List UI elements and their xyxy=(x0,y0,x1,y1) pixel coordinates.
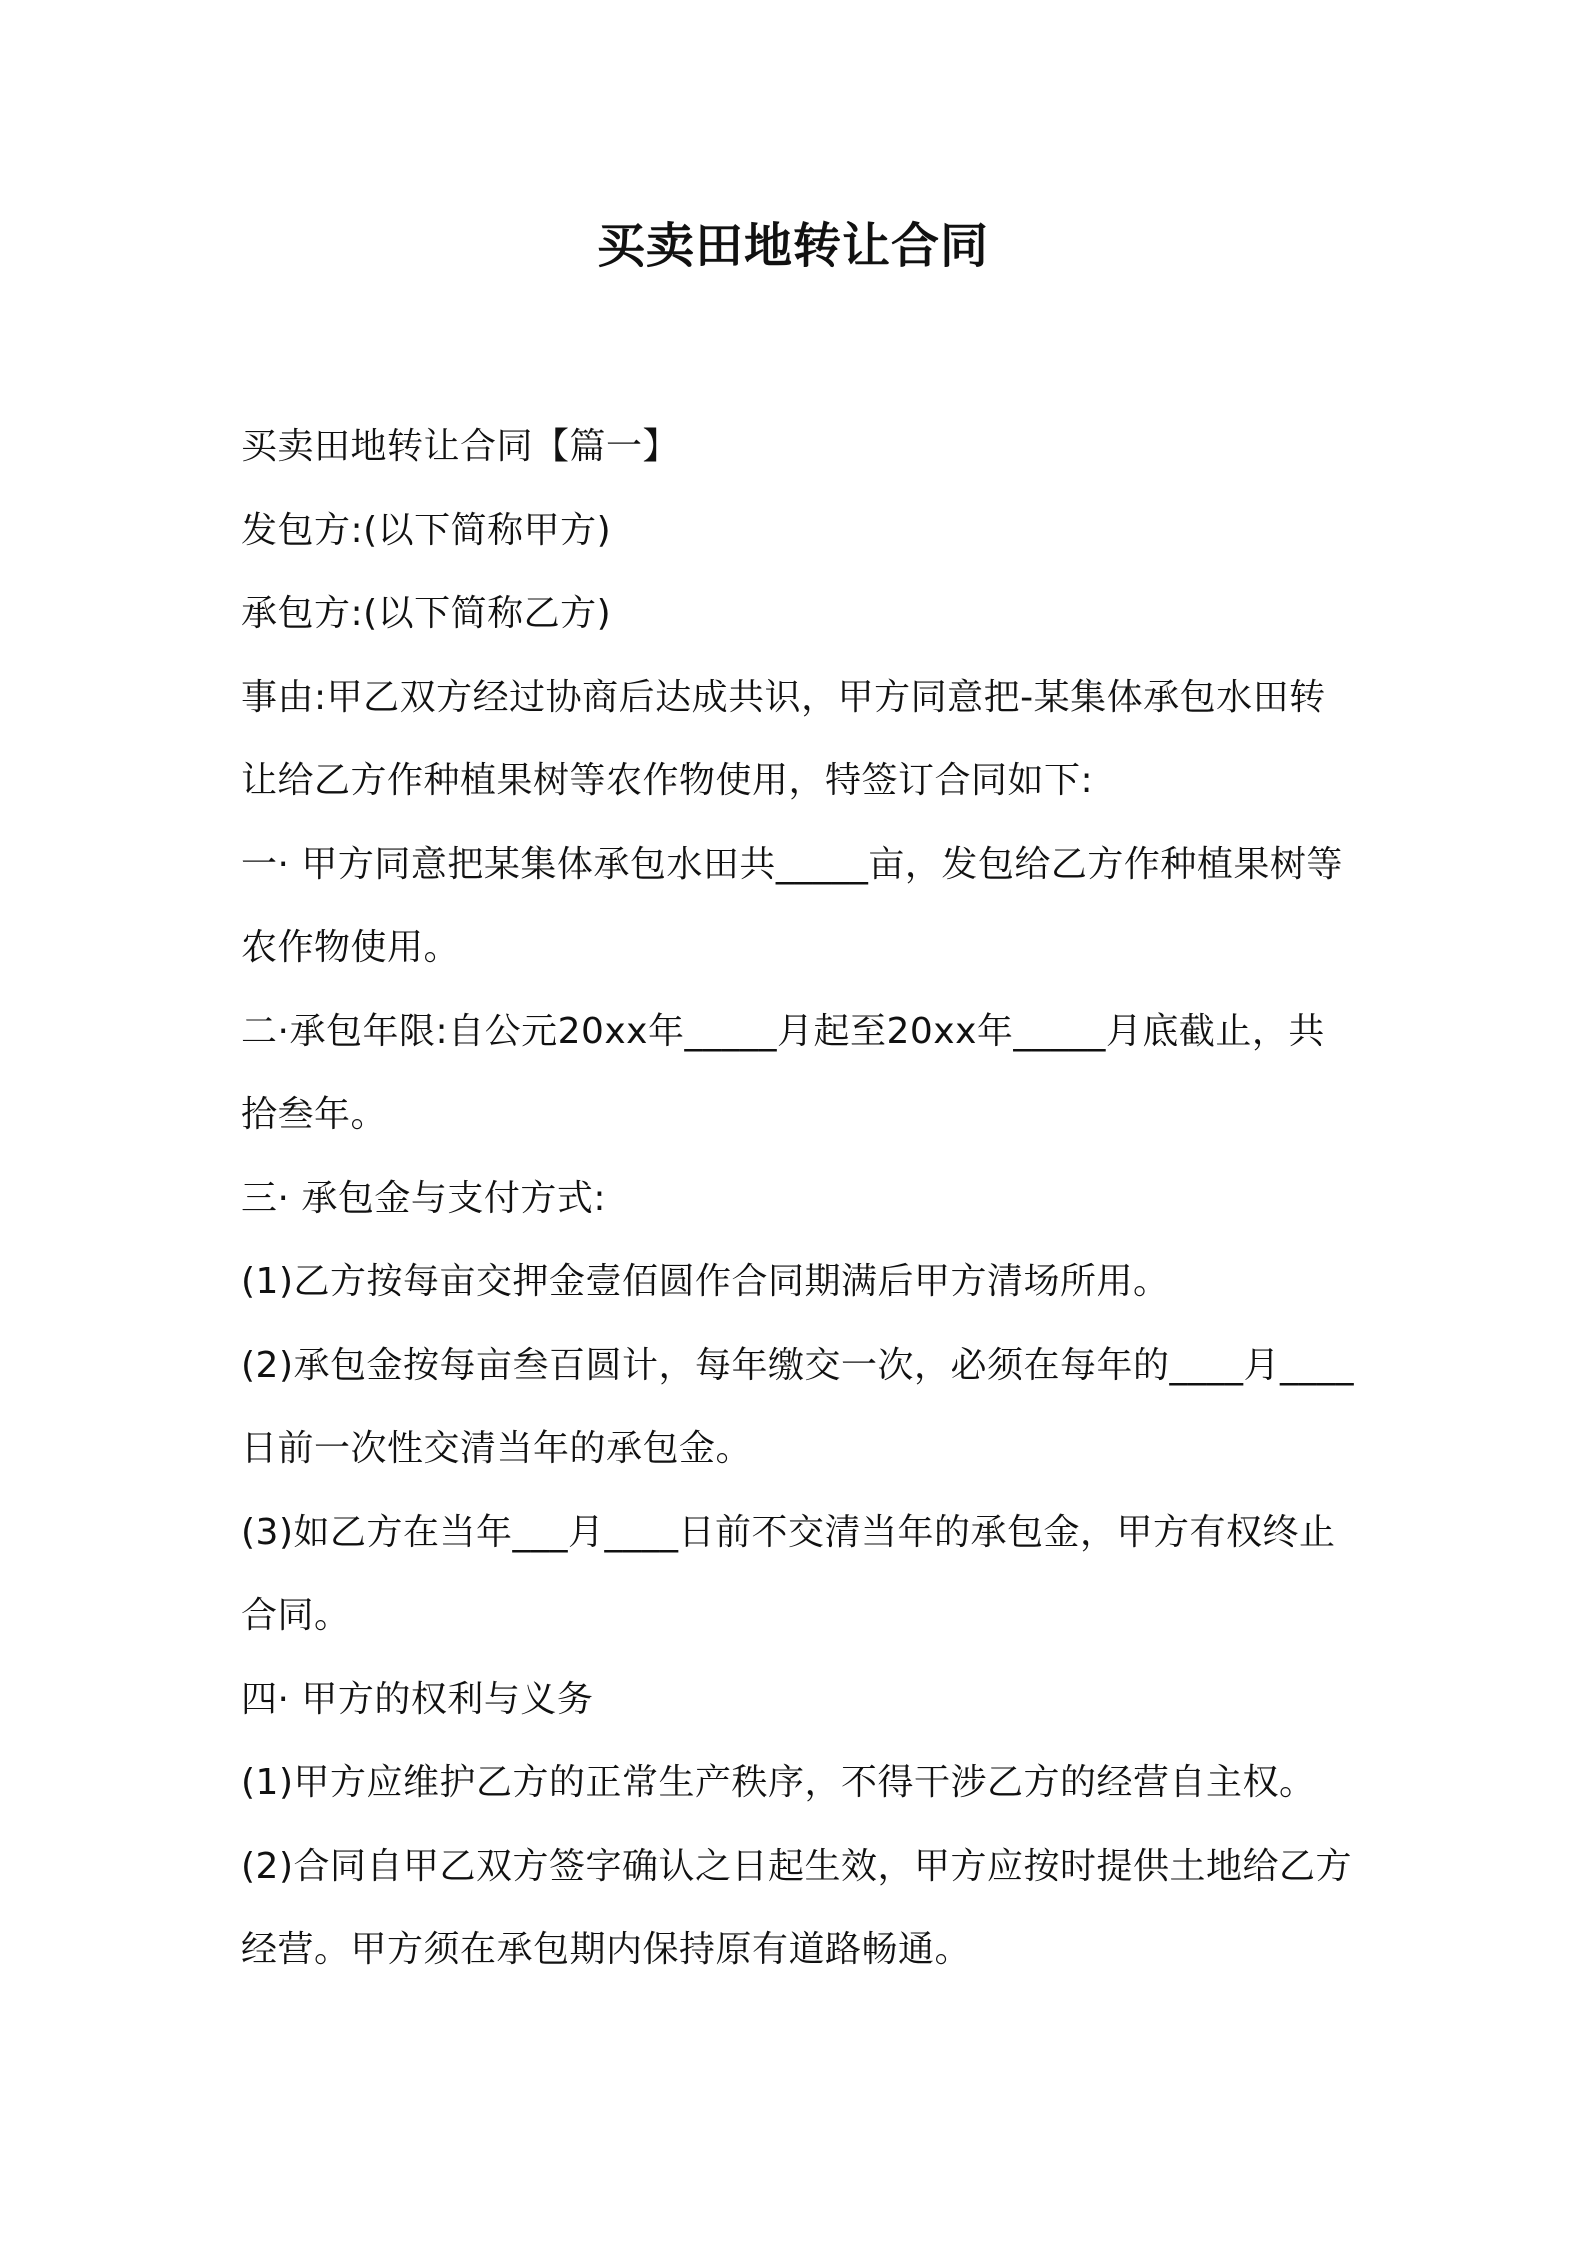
clause-four-heading: 四· 甲方的权利与义务 xyxy=(241,1678,594,1720)
clause-three-item-2: (2)承包金按每亩叁百圆计，每年缴交一次，必须在每年的____月____日前一次性交清当年的承包金。 xyxy=(241,1344,1354,1469)
clause-three-item-3: (3)如乙方在当年___月____日前不交清当年的承包金，甲方有权终止合同。 xyxy=(241,1511,1336,1636)
clause-three-heading: 三· 承包金与支付方式: xyxy=(241,1177,607,1219)
section-heading: 买卖田地转让合同【篇一】 xyxy=(241,426,680,467)
clause-one: 一· 甲方同意把某集体承包水田共_____亩，发包给乙方作种植果树等农作物使用。 xyxy=(241,843,1343,968)
clause-three-item-1: (1)乙方按每亩交押金壹佰圆作合同期满后甲方清场所用。 xyxy=(241,1261,1170,1302)
document-body xyxy=(241,405,1361,1992)
document-title: 买卖田地转让合同 xyxy=(596,218,989,274)
party-a-line: 发包方:(以下简称甲方) xyxy=(241,509,612,551)
clause-four-item-2: (2)合同自甲乙双方签字确认之日起生效，甲方应按时提供土地给乙方经营。甲方须在承包期内保持原有道路畅通。 xyxy=(241,1845,1352,1970)
clause-two: 二·承包年限:自公元20xx年_____月起至20xx年_____月底截止，共拾叁年。 xyxy=(241,1010,1325,1135)
reason-paragraph: 事由:甲乙双方经过协商后达成共识，甲方同意把-某集体承包水田转让给乙方作种植果树等农作物使用，特签订合同如下: xyxy=(241,676,1326,801)
party-b-line: 承包方:(以下简称乙方) xyxy=(241,593,612,634)
clause-four-item-1: (1)甲方应维护乙方的正常生产秩序，不得干涉乙方的经营自主权。 xyxy=(241,1762,1316,1803)
